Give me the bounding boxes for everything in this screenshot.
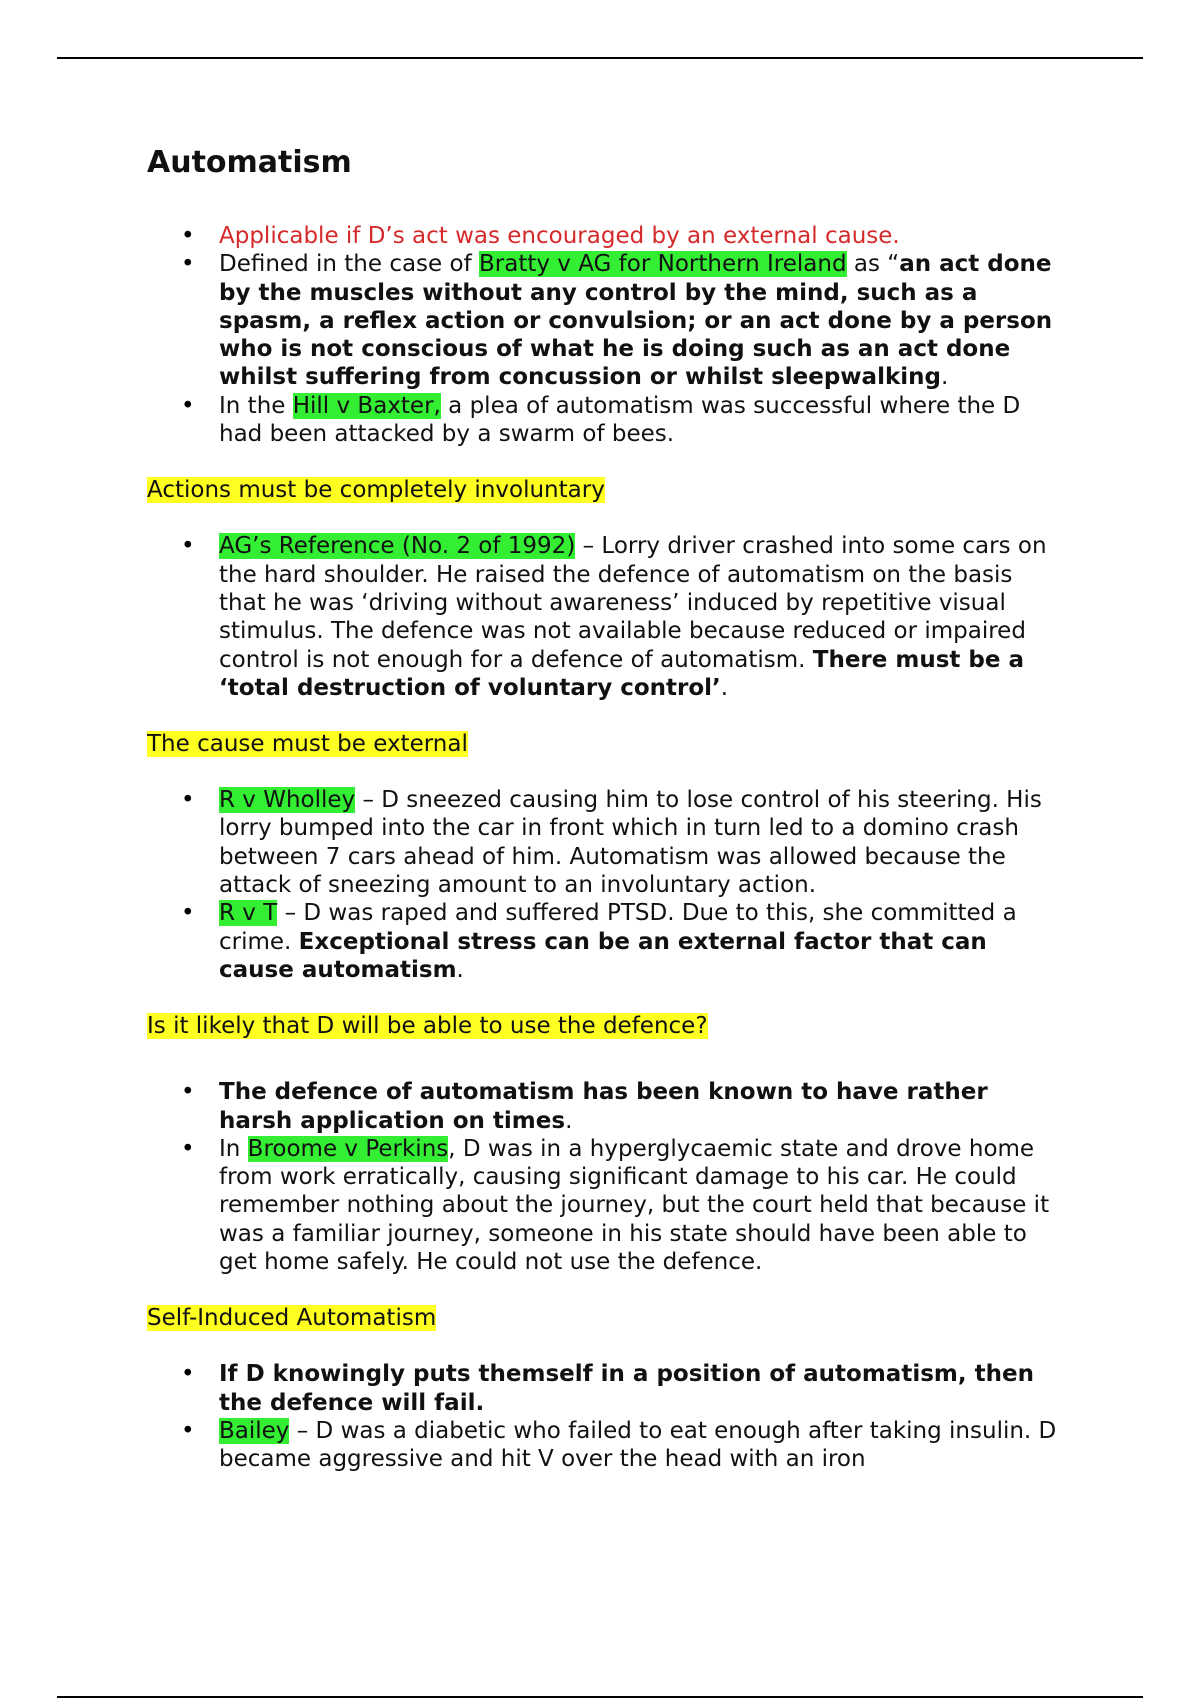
page-title: Automatism <box>147 145 352 180</box>
section-list <box>147 1078 1067 1276</box>
case-highlight: Hill v Baxter, <box>292 392 441 419</box>
case-highlight: AG’s Reference (No. 2 of 1992) <box>219 533 576 560</box>
section-heading: Self-Induced Automatism <box>147 1305 437 1332</box>
list-item: • Applicable if D’s act was encouraged by an external cause. <box>147 222 1059 250</box>
list-item: • AG’s Reference (No. 2 of 1992) – Lorry driver crashed into some cars on the hard shoulder. He raised the defence of automatism on the basis that he was ‘driving without awareness’ induced by repetitive visual stimulus. The defence was not available because reduced or impaired control is not enough for a defence of automatism. There must be a ‘total destruction of voluntary control’. <box>147 532 1059 702</box>
case-highlight: Bratty v AG for Northern Ireland <box>479 251 847 278</box>
list-item: • If D knowingly puts themself in a position of automatism, then the defence will fail. <box>147 1360 1059 1417</box>
case-highlight: Broome v Perkins <box>247 1135 449 1162</box>
top-rule <box>57 57 1143 59</box>
list-item: • R v Wholley – D sneezed causing him to lose control of his steering. His lorry bumped into the car in front which in turn led to a domino crash between 7 cars ahead of him. Automatism was allowed because the attack of sneezing amount to an involuntary action. <box>147 786 1059 899</box>
list-item: • R v T – D was raped and suffered PTSD. Due to this, she committed a crime. Exceptional stress can be an external factor that can cause automatism. <box>147 899 1059 984</box>
section-list <box>147 532 1067 702</box>
intro-list <box>147 222 1067 448</box>
case-highlight: R v T <box>219 900 278 927</box>
list-item: • Defined in the case of Bratty v AG for Northern Ireland as “an act done by the muscles without any control by the mind, such as a spasm, a reflex action or convulsion; or an act done by a person who is not conscious of what he is doing such as an act done whilst suffering from concussion or whilst sleepwalking. <box>147 250 1059 391</box>
section-list <box>147 1360 1067 1473</box>
section-heading: Actions must be completely involuntary <box>147 477 605 504</box>
case-highlight: R v Wholley <box>219 787 356 814</box>
section-list <box>147 786 1067 984</box>
section-heading: Is it likely that D will be able to use the defence? <box>147 1013 708 1040</box>
list-item: • Bailey – D was a diabetic who failed to eat enough after taking insulin. D became aggressive and hit V over the head with an iron <box>147 1417 1059 1474</box>
section-heading: The cause must be external <box>147 731 468 758</box>
list-item: • In the Hill v Baxter, a plea of automatism was successful where the D had been attacked by a swarm of bees. <box>147 392 1059 449</box>
document-body <box>147 142 1067 1474</box>
list-item: • In Broome v Perkins, D was in a hyperglycaemic state and drove home from work erratically, causing significant damage to his car. He could remember nothing about the journey, but the court held that because it was a familiar journey, someone in his state should have been able to get home safely. He could not use the defence. <box>147 1135 1059 1276</box>
list-item: • The defence of automatism has been known to have rather harsh application on times. <box>147 1078 1059 1135</box>
bottom-rule <box>57 1696 1143 1698</box>
case-highlight: Bailey <box>219 1417 290 1444</box>
